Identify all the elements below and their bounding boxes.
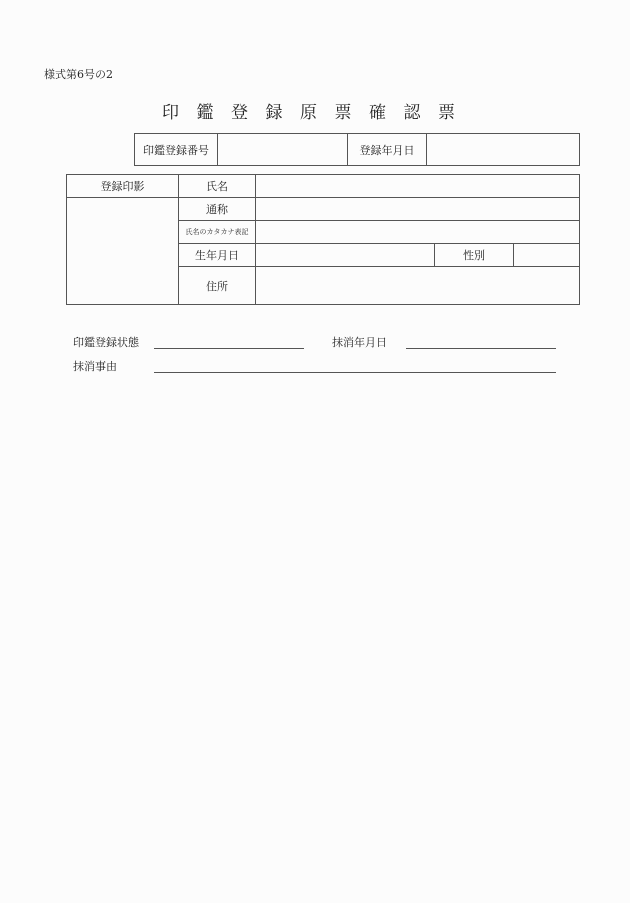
status-field-line[interactable] <box>154 348 304 349</box>
cancel-date-field-line[interactable] <box>406 348 556 349</box>
alias-field[interactable] <box>256 198 580 221</box>
page-title <box>162 98 473 123</box>
seal-impression-area <box>67 198 179 305</box>
reg-number-field[interactable] <box>218 134 348 166</box>
title-char: 認 <box>403 103 421 123</box>
reg-date-label: 登録年月日 <box>348 134 427 166</box>
reg-number-label: 印鑑登録番号 <box>135 134 218 166</box>
cancel-date-label: 抹消年月日 <box>332 336 387 349</box>
reg-date-field[interactable] <box>427 134 580 166</box>
form-number: 様式第6号の2 <box>44 68 113 81</box>
title-char: 登 <box>231 103 248 123</box>
cancel-reason-field-line[interactable] <box>154 372 556 373</box>
status-label: 印鑑登録状態 <box>73 336 139 349</box>
registration-header-table <box>134 133 580 166</box>
seal-label: 登録印影 <box>67 175 179 198</box>
title-char: 票 <box>334 103 352 123</box>
name-field[interactable] <box>256 175 580 198</box>
address-label: 住所 <box>179 267 256 305</box>
birth-field[interactable] <box>256 244 435 267</box>
title-char: 票 <box>438 103 455 123</box>
title-char: 印 <box>162 103 179 123</box>
title-char: 原 <box>300 103 317 123</box>
title-char: 鑑 <box>196 103 214 123</box>
title-char: 録 <box>265 103 283 123</box>
address-field[interactable] <box>256 267 580 305</box>
name-label: 氏名 <box>179 175 256 198</box>
title-char: 確 <box>369 103 386 123</box>
person-info-table <box>66 174 580 305</box>
gender-label: 性別 <box>435 244 514 267</box>
gender-field[interactable] <box>514 244 580 267</box>
kana-field[interactable] <box>256 221 580 244</box>
cancel-reason-label: 抹消事由 <box>73 360 117 373</box>
alias-label: 通称 <box>179 198 256 221</box>
birth-label: 生年月日 <box>179 244 256 267</box>
kana-label: 氏名のカタカナ表記 <box>179 221 256 244</box>
